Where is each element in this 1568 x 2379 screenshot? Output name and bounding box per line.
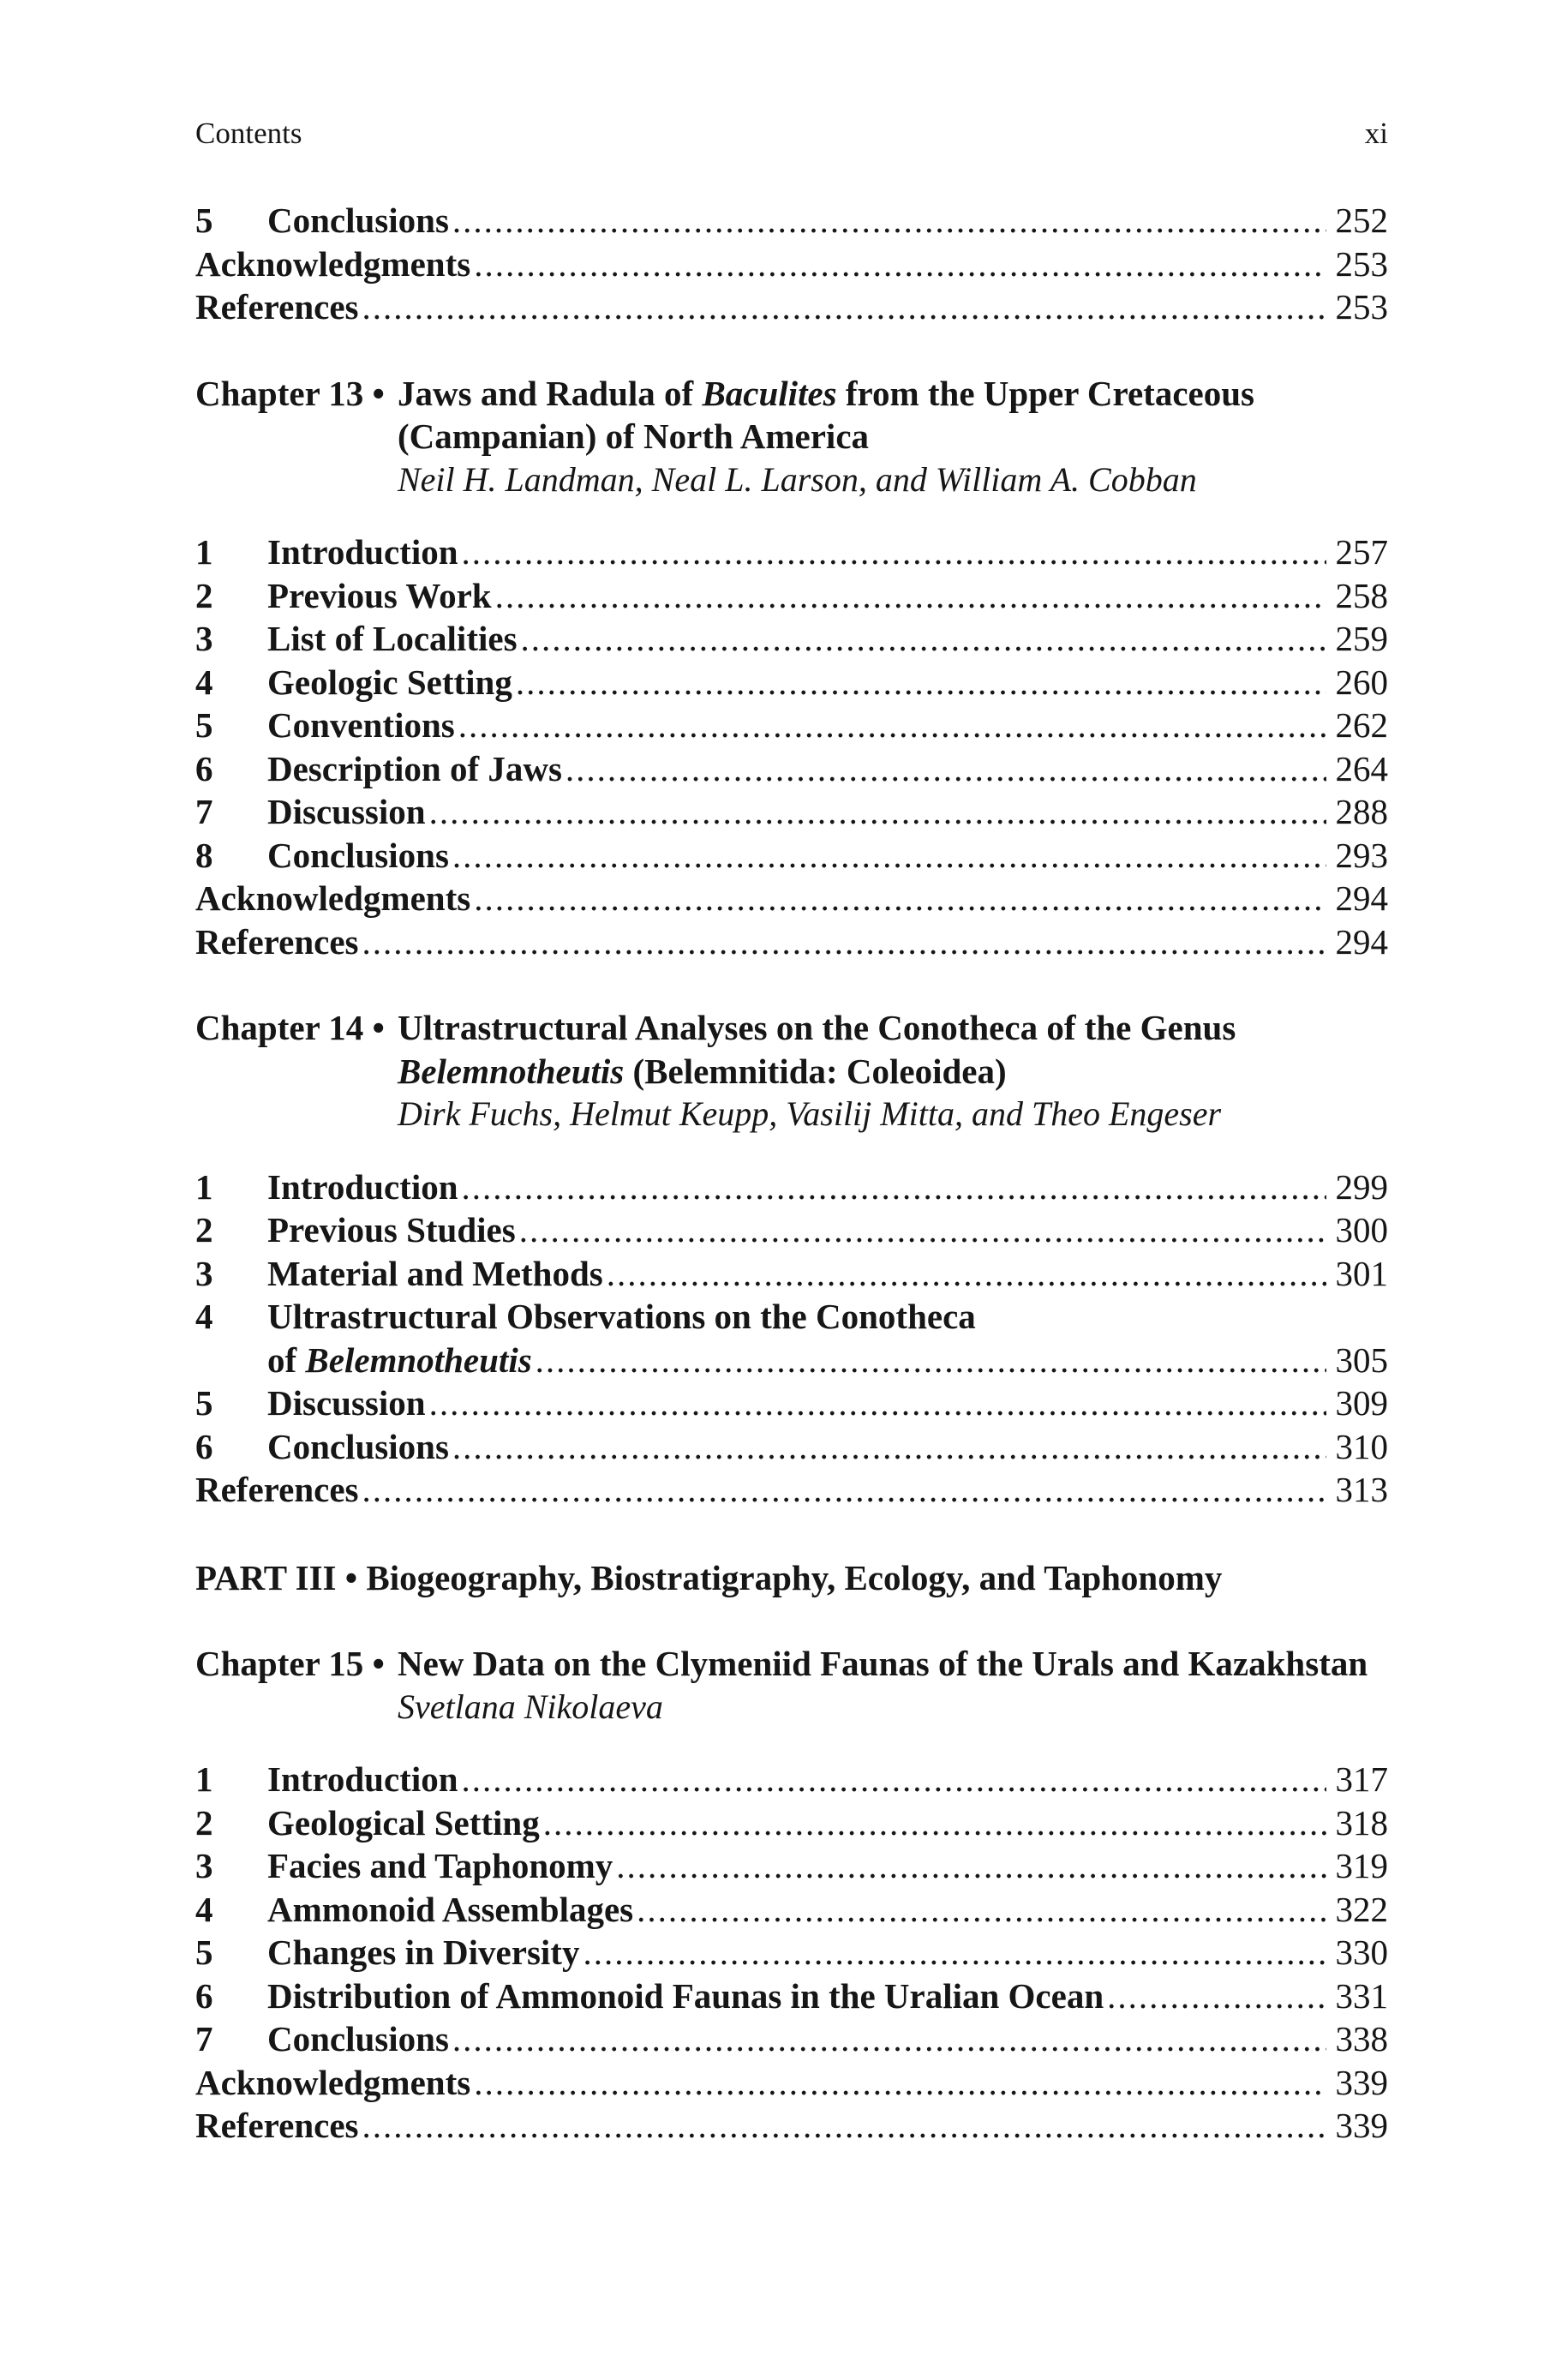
chapter-14-entries-after <box>195 1381 1388 1512</box>
entry-page: 310 <box>1335 1426 1388 1466</box>
entry-title: Material and Methods <box>267 1253 603 1293</box>
entry-page: 294 <box>1335 921 1388 962</box>
chapter-authors: Dirk Fuchs, Helmut Keupp, Vasilij Mitta, and Theo Engeser <box>398 1094 1222 1133</box>
entry-page: 300 <box>1335 1210 1388 1249</box>
dot-leader <box>474 877 1326 920</box>
entry-number: 6 <box>195 1426 213 1466</box>
chapter-authors: Svetlana Nikolaeva <box>398 1687 663 1726</box>
entry-title: Changes in Diversity <box>267 1933 580 1972</box>
entry-title: Discussion <box>267 1383 426 1423</box>
chapter-14-heading <box>195 1006 1388 1136</box>
dot-leader <box>519 1208 1326 1252</box>
dot-leader <box>452 1425 1326 1469</box>
toc-entry-multiline[interactable] <box>195 1295 1388 1381</box>
entry-title: Conclusions <box>267 835 449 875</box>
toc-entry[interactable] <box>195 1166 1388 1209</box>
chapter-14-entries <box>195 1166 1388 1296</box>
entry-page: 260 <box>1335 662 1388 702</box>
entry-number: 1 <box>195 532 213 572</box>
chapter-title[interactable]: New Data on the Clymeniid Faunas of the Urals and Kazakhstan <box>398 1644 1368 1683</box>
entry-number: 5 <box>195 201 213 240</box>
chapter-label: Chapter 14 • <box>195 1008 385 1047</box>
entry-page: 339 <box>1335 2062 1388 2102</box>
dot-leader <box>474 243 1326 286</box>
entry-page: 319 <box>1335 1846 1388 1885</box>
entry-title: Introduction <box>267 1759 458 1799</box>
entry-title: References <box>195 1470 359 1509</box>
dot-leader <box>458 704 1326 747</box>
entry-page: 253 <box>1335 287 1388 327</box>
entry-page: 330 <box>1335 1933 1388 1972</box>
toc-entry[interactable] <box>195 1468 1388 1512</box>
entry-title: Acknowledgments <box>195 243 471 284</box>
dot-leader <box>462 1758 1326 1801</box>
dot-leader <box>452 199 1326 243</box>
toc-content <box>195 199 1388 2148</box>
toc-entry[interactable] <box>195 1758 1388 1801</box>
toc-entry[interactable] <box>195 1888 1388 1932</box>
dot-leader <box>462 1166 1326 1209</box>
dot-leader <box>429 1381 1326 1425</box>
running-head <box>195 117 1388 159</box>
entry-title: Discussion <box>267 792 426 831</box>
entry-number: 5 <box>195 1933 213 1972</box>
toc-entry[interactable] <box>195 704 1388 747</box>
toc-entry[interactable] <box>195 1975 1388 2018</box>
chapter-title[interactable]: Jaws and Radula of Baculites from the Upper Cretaceous (Campanian) of North America <box>398 373 1254 456</box>
entry-number: 3 <box>195 1253 213 1293</box>
entry-title: Description of Jaws <box>267 748 562 788</box>
toc-entry[interactable] <box>195 1425 1388 1469</box>
entry-page: 288 <box>1335 792 1388 831</box>
dot-leader <box>452 2017 1326 2061</box>
dot-leader <box>516 661 1326 704</box>
entry-number: 8 <box>195 835 213 875</box>
toc-entry[interactable] <box>195 1801 1388 1845</box>
entry-title: References <box>195 2106 359 2145</box>
entry-number: 2 <box>195 575 213 615</box>
dot-leader <box>637 1888 1326 1932</box>
entry-number: 1 <box>195 1759 213 1799</box>
entry-number: 4 <box>195 1889 213 1929</box>
entry-title: References <box>195 921 359 962</box>
toc-entry[interactable] <box>195 199 1388 243</box>
running-head-title: Contents <box>195 117 302 150</box>
toc-entry[interactable] <box>195 834 1388 878</box>
entry-title: Acknowledgments <box>195 2062 471 2102</box>
entry-page: 258 <box>1335 575 1388 615</box>
entry-title: Geological Setting <box>267 1802 540 1843</box>
toc-entry[interactable] <box>195 2061 1388 2105</box>
entry-number: 6 <box>195 748 213 788</box>
dot-leader <box>583 1931 1326 1975</box>
dot-leader <box>474 2061 1326 2105</box>
entry-page: 299 <box>1335 1166 1388 1207</box>
entry-page: 264 <box>1335 748 1388 788</box>
entry-title: Distribution of Ammonoid Faunas in the Uralian Ocean <box>267 1975 1104 2016</box>
dot-leader <box>607 1252 1326 1296</box>
entry-number: 7 <box>195 792 213 831</box>
entry-page: 301 <box>1335 1253 1388 1293</box>
dot-leader <box>362 2104 1326 2148</box>
entry-number: 4 <box>195 1297 213 1336</box>
dot-leader <box>536 1339 1326 1382</box>
entry-number: 3 <box>195 619 213 658</box>
chapter-label: Chapter 13 • <box>195 373 385 413</box>
entry-page: 305 <box>1335 1339 1388 1380</box>
toc-entry[interactable] <box>195 2017 1388 2061</box>
dot-leader <box>1107 1975 1326 2018</box>
dot-leader <box>362 285 1326 329</box>
entry-page: 259 <box>1335 619 1388 658</box>
entry-title: Introduction <box>267 532 458 572</box>
entry-page: 294 <box>1335 878 1388 918</box>
entry-number: 7 <box>195 2019 213 2058</box>
toc-entry[interactable] <box>195 1931 1388 1975</box>
toc-entry[interactable] <box>195 574 1388 618</box>
chapter-15-entries <box>195 1758 1388 2148</box>
top-entries <box>195 199 1388 329</box>
entry-page: 317 <box>1335 1759 1388 1799</box>
dot-leader <box>429 790 1326 834</box>
dot-leader <box>521 617 1326 661</box>
dot-leader <box>566 747 1326 791</box>
entry-page: 318 <box>1335 1802 1388 1843</box>
entry-number: 6 <box>195 1975 213 2016</box>
entry-page: 322 <box>1335 1889 1388 1929</box>
entry-page: 257 <box>1335 532 1388 572</box>
entry-title: Conclusions <box>267 1426 449 1466</box>
entry-page: 339 <box>1335 2106 1388 2145</box>
part-heading: PART III • Biogeography, Biostratigraphy, Ecology, and Taphonomy <box>195 1557 1223 1597</box>
entry-page: 331 <box>1335 1975 1388 2016</box>
entry-title: Previous Studies <box>267 1210 516 1249</box>
entry-page: 253 <box>1335 243 1388 284</box>
toc-entry[interactable] <box>195 661 1388 704</box>
toc-entry[interactable] <box>195 617 1388 661</box>
entry-title: Previous Work <box>267 575 492 615</box>
dot-leader <box>495 574 1326 618</box>
toc-entry[interactable] <box>195 243 1388 286</box>
dot-leader <box>543 1801 1326 1845</box>
entry-page: 293 <box>1335 835 1388 875</box>
chapter-13-heading <box>195 372 1388 502</box>
entry-page: 252 <box>1335 201 1388 240</box>
toc-entry[interactable] <box>195 1381 1388 1425</box>
entry-title: Facies and Taphonomy <box>267 1846 613 1885</box>
chapter-title[interactable]: Ultrastructural Analyses on the Conotheca of the Genus Belemnotheutis (Belemnitida: Coleoidea) <box>398 1008 1236 1091</box>
entry-page: 262 <box>1335 705 1388 745</box>
entry-page: 309 <box>1335 1383 1388 1423</box>
entry-number: 2 <box>195 1210 213 1249</box>
entry-title: Conclusions <box>267 2019 449 2058</box>
entry-number: 5 <box>195 705 213 745</box>
dot-leader <box>362 920 1326 964</box>
toc-entry[interactable] <box>195 920 1388 964</box>
entry-page: 338 <box>1335 2019 1388 2058</box>
entry-number: 4 <box>195 662 213 702</box>
entry-title: Acknowledgments <box>195 878 471 918</box>
toc-entry[interactable] <box>195 1844 1388 1888</box>
entry-title: Ammonoid Assemblages <box>267 1889 634 1929</box>
toc-entry[interactable] <box>195 1208 1388 1252</box>
toc-entry[interactable] <box>195 285 1388 329</box>
entry-page: 313 <box>1335 1470 1388 1509</box>
entry-title: Conclusions <box>267 201 449 240</box>
entry-number: 3 <box>195 1846 213 1885</box>
chapter-label: Chapter 15 • <box>195 1644 385 1683</box>
entry-title: List of Localities <box>267 619 518 658</box>
toc-entry[interactable] <box>195 747 1388 791</box>
entry-title: Conventions <box>267 705 455 745</box>
entry-title: Geologic Setting <box>267 662 512 702</box>
chapter-authors: Neil H. Landman, Neal L. Larson, and William A. Cobban <box>398 459 1197 499</box>
entry-number: 5 <box>195 1383 213 1423</box>
toc-entry[interactable] <box>195 2104 1388 2148</box>
toc-entry[interactable] <box>195 1252 1388 1296</box>
entry-title: Introduction <box>267 1166 458 1207</box>
entry-title: Ultrastructural Observations on the Conotheca <box>267 1297 976 1336</box>
entry-number: 1 <box>195 1166 213 1207</box>
dot-leader <box>462 530 1326 574</box>
dot-leader <box>616 1844 1326 1888</box>
entry-title: References <box>195 287 359 327</box>
dot-leader <box>452 834 1326 878</box>
toc-entry[interactable] <box>195 790 1388 834</box>
chapter-15-heading <box>195 1642 1388 1729</box>
dot-leader <box>362 1468 1326 1512</box>
toc-entry[interactable] <box>195 877 1388 920</box>
entry-number: 2 <box>195 1802 213 1843</box>
entry-title-continued: of Belemnotheutis <box>267 1339 532 1380</box>
chapter-13-entries <box>195 530 1388 963</box>
toc-entry[interactable] <box>195 530 1388 574</box>
page-number: xi <box>1364 117 1388 150</box>
